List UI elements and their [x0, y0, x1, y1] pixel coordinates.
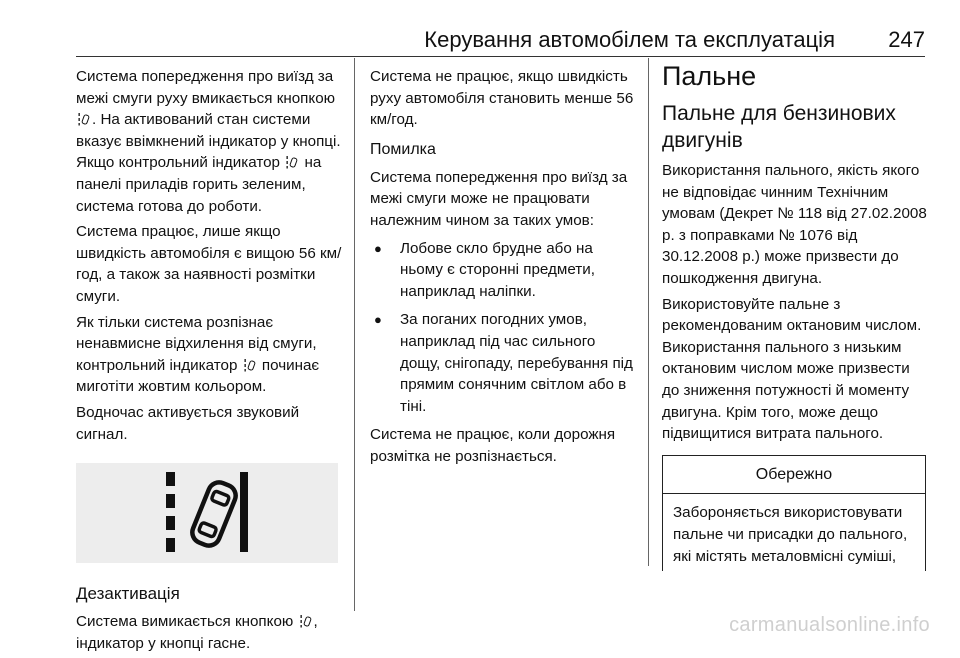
column-divider-1 — [354, 58, 355, 611]
paragraph-speed: Система працює, лише якщо швидкість автомобіля є вищою 56 км/год, а також за наявності розмітки смуги. — [76, 223, 342, 305]
header-title: Керування автомобілем та експлуатація — [424, 27, 835, 52]
paragraph-deactivation: Система вимикається кнопкою , індикатор у кнопці гасне. — [76, 613, 318, 652]
paragraph-detection: Як тільки система розпізнає ненавмисне відхилення від смуги, контрольний індикатор починає миготіти жовтим кольором. — [76, 313, 320, 396]
caution-box — [662, 455, 926, 571]
list-item: ● Лобове скло брудне або на ньому є сторонні предмети, наприклад наліпки. — [388, 238, 636, 303]
lane-departure-indicator-icon — [286, 155, 298, 169]
lane-departure-icon — [78, 112, 90, 126]
column-2 — [370, 66, 636, 472]
lane-departure-illustration — [76, 463, 338, 563]
caution-title: Обережно — [663, 456, 925, 495]
watermark: carmanualsonline.info — [729, 614, 930, 636]
section-heading-deactivation: Дезактивація — [76, 584, 180, 604]
paragraph-min-speed: Система не працює, якщо швидкість руху автомобіля становить менше 56 км/год. — [370, 68, 634, 129]
error-conditions-list — [370, 238, 636, 418]
paragraph-error-intro: Система попередження про виїзд за межі смуги може не працювати належним чином за таких умов: — [370, 168, 628, 229]
column-divider-2 — [648, 58, 649, 566]
paragraph-octane: Використовуйте пальне з рекомендованим октановим числом. Використання пального з низьким октановим числом може призвести до зниження потужності й моменту двигуна. Крім того, може дещо підвищитися витрата пального. — [662, 295, 922, 443]
paragraph-sound: Водночас активується звуковий сигнал. — [76, 403, 300, 443]
column-3 — [662, 61, 927, 571]
paragraph-activation: Система попередження про виїзд за межі смуги руху вмикається кнопкою . На активований стан системи вказує ввімкнений індикатор у кнопці. Якщо контрольний індикатор на панелі приладів горить зеленим, система готова до роботи. — [76, 68, 341, 215]
caution-text: Забороняється використовувати пальне чи присадки до пального, які містять металовмісні суміші, — [673, 504, 908, 565]
column-1 — [76, 66, 342, 658]
section-subtitle-petrol-fuel: Пальне для бензинових двигунів — [662, 102, 896, 152]
list-item: ● За поганих погодних умов, наприклад під час сильного дощу, снігопаду, перебування під прямим сонячним світлом або в тіні. — [388, 309, 636, 417]
section-title-fuel: Пальне — [662, 61, 757, 91]
page-number: 247 — [888, 27, 925, 52]
lane-departure-icon — [300, 614, 312, 628]
section-heading-error: Помилка — [370, 140, 436, 158]
lane-departure-indicator-icon — [244, 358, 256, 372]
lane-departure-car-icon — [162, 468, 252, 558]
paragraph-no-markings: Система не працює, коли дорожня розмітка не розпізнається. — [370, 426, 616, 465]
page-header — [76, 26, 925, 57]
paragraph-fuel-quality: Використання пального, якість якого не відповідає чинним Технічним умовам (Декрет № 118 від 27.02.2008 р. з поправками № 1076 від 30.12.2008 р.) може призвести до пошкодження двигуна. — [662, 162, 927, 287]
